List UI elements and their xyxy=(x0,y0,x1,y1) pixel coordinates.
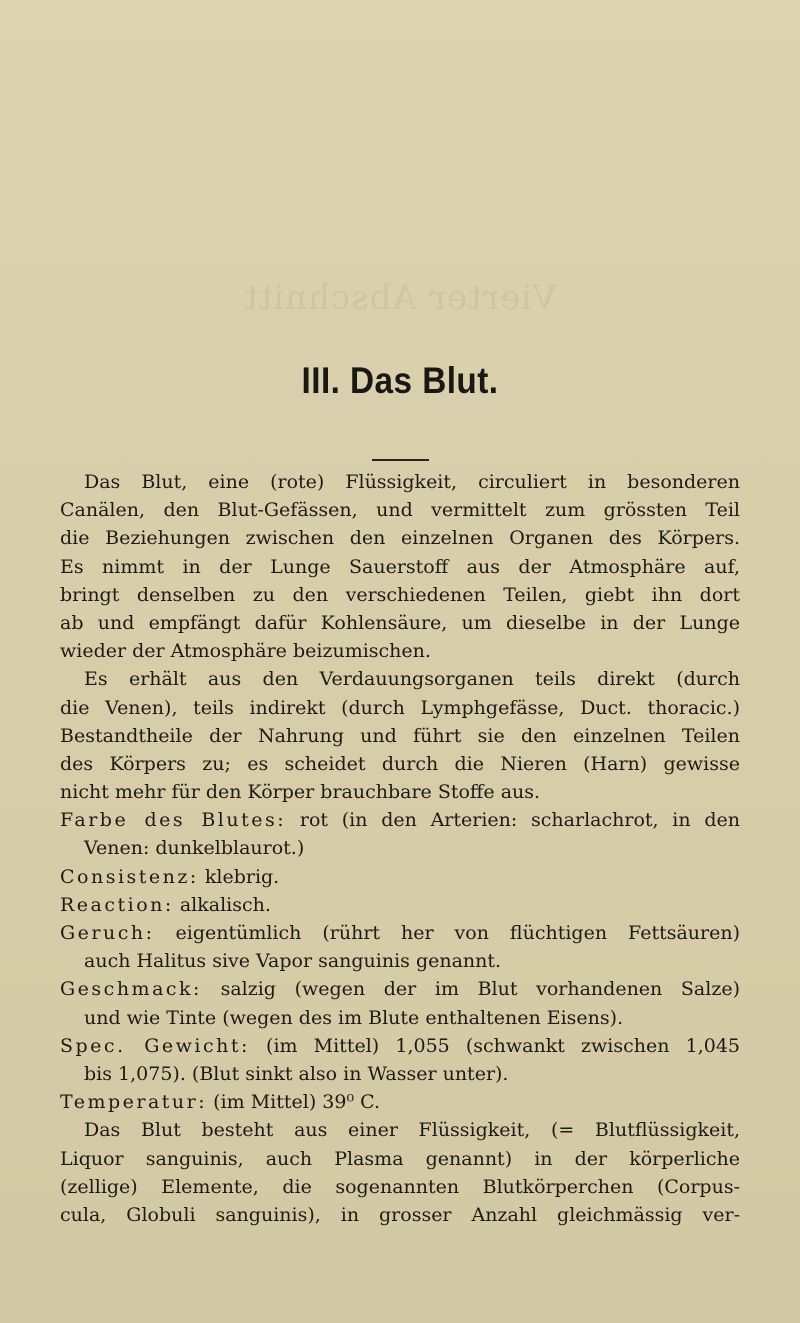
property-text: (im Mittel) 39⁰ C. xyxy=(207,1091,381,1114)
text-line: bringt denselben zu den verschiedenen Teilen, giebt ihn dort xyxy=(60,583,740,606)
property-farbe xyxy=(60,806,740,834)
text-line: die Venen), teils indirekt (durch Lymphgefässe, Duct. thoracic.) xyxy=(60,696,740,719)
text-line: Canälen, den Blut-Gefässen, und vermittelt zum grössten Teil xyxy=(60,499,740,522)
text-line: nicht mehr für den Körper brauchbare Stoffe aus. xyxy=(60,781,541,804)
text-line: Liquor sanguinis, auch Plasma genannt) in der körperliche xyxy=(60,1147,740,1170)
property-text: alkalisch. xyxy=(173,893,271,916)
property-continuation: auch Halitus sive Vapor sanguinis genannt. xyxy=(84,950,502,973)
property-text: (im Mittel) 1,055 (schwankt zwischen 1,045 xyxy=(249,1034,740,1057)
property-text: salzig (wegen der im Blut vorhandenen Salze) xyxy=(201,978,740,1001)
property-text: eigentümlich (rührt her von flüchtigen Fettsäuren) xyxy=(154,922,740,944)
property-continuation: Venen: dunkelblaurot.) xyxy=(84,837,305,860)
property-term: Geruch: xyxy=(60,922,155,944)
text-line: des Körpers zu; es scheidet durch die Nieren (Harn) gewisse xyxy=(60,752,740,775)
property-continuation: bis 1,075). (Blut sinkt also in Wasser unter). xyxy=(84,1062,509,1085)
text-line: Das Blut, eine (rote) Flüssigkeit, circuliert in besonderen xyxy=(84,471,740,493)
property-text: rot (in den Arterien: scharlachrot, in den xyxy=(286,809,740,832)
text-line: Es nimmt in der Lunge Sauerstoff aus der Atmosphäre auf, xyxy=(60,555,740,578)
property-temperatur xyxy=(60,1088,740,1116)
property-text: klebrig. xyxy=(198,865,280,888)
property-reaction xyxy=(60,891,740,919)
property-gewicht xyxy=(60,1032,740,1060)
property-geschmack xyxy=(60,975,740,1003)
property-term: Spec. Gewicht: xyxy=(60,1034,250,1057)
text-line: Das Blut besteht aus einer Flüssigkeit, (= Blutflüssigkeit, xyxy=(84,1119,740,1142)
property-term: Reaction: xyxy=(60,893,174,916)
body-text xyxy=(60,468,740,1229)
text-line: Bestandtheile der Nahrung und führt sie den einzelnen Teilen xyxy=(60,724,740,747)
title-rule xyxy=(372,459,429,461)
property-consistenz xyxy=(60,863,740,891)
text-line: wieder der Atmosphäre beizumischen. xyxy=(60,640,431,663)
chapter-title: III. Das Blut. xyxy=(301,360,499,401)
property-continuation: und wie Tinte (wegen des im Blute enthaltenen Eisens). xyxy=(84,1006,624,1029)
property-term: Farbe des Blutes: xyxy=(60,809,287,832)
property-geruch xyxy=(60,919,740,947)
text-line: ab und empfängt dafür Kohlensäure, um dieselbe in der Lunge xyxy=(60,611,740,634)
text-line: cula, Globuli sanguinis), in grosser Anzahl gleichmässig ver- xyxy=(60,1203,740,1226)
text-line: die Beziehungen zwischen den einzelnen Organen des Körpers. xyxy=(60,527,740,550)
text-line: Es erhält aus den Verdauungsorganen teils direkt (durch xyxy=(84,668,740,691)
property-term: Temperatur: xyxy=(60,1091,208,1114)
text-line: (zellige) Elemente, die sogenannten Blutkörperchen (Corpus- xyxy=(60,1175,740,1198)
bleed-through-text: Vierter Abschnitt xyxy=(243,278,557,318)
property-term: Consistenz: xyxy=(60,865,199,888)
property-term: Geschmack: xyxy=(60,978,202,1001)
